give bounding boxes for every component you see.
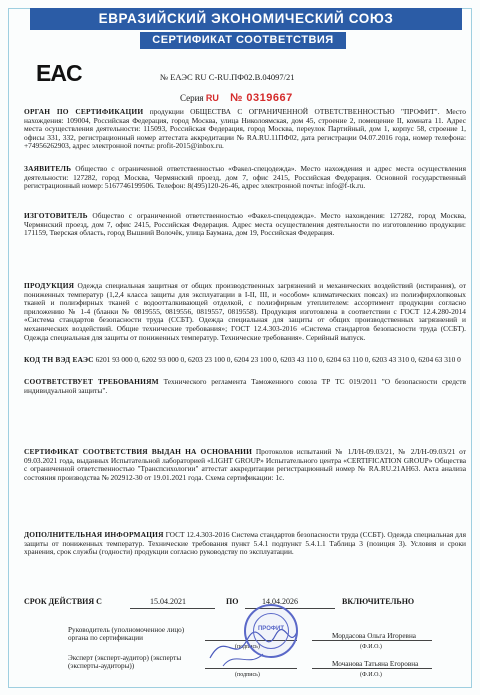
eac-mark: EAC: [36, 60, 82, 86]
organ-text: продукции ОБЩЕСТВА С ОГРАНИЧЕННОЙ ОТВЕТСТВЕННОСТЬЮ "ПРОФИТ". Место нахождения: 109004, Российская Федерация, город Москва, улица Николоямская, дом 45, строение 2, помещение II, комната 11. Адрес места осуществления деятельности: 115093, Российская Федерация, город Москва, переулок Партийный, дом 1, корпус 58, строение 1, офисы 331, 332, регистрационный номер аттестата аккредитации № RA.RU.11ПФ02, дата регистрации 04.07.2016 года, номер телефона: +74956262903, адрес электронной почты: profit-2015@inbox.ru.: [24, 107, 466, 151]
basis-text: Протоколов испытаний № 1Л/Н-09.03/21, № 2Л/Н-09.03/21 от 09.03.2021 года, выданных Испытательной лабораторией «LIGHT GROUP» Испытательного центра «CERTIFICATION GROUP» Общества с ограниченной ответственностью "Транспсихологии" аттестат аккредитации регистрационный номер № RA.RU.21АН63. Акта анализа состояния производства № 202912-30 от 19.01.2021 года. Схема сертификации: 1с.: [24, 447, 466, 482]
head-fio-caption: (Ф.И.О.): [360, 644, 382, 650]
head-name-line: [312, 640, 432, 641]
conformity-section: [24, 378, 466, 395]
tnved-text: 6201 93 000 0, 6202 93 000 0, 6203 23 100 0, 6204 23 100 0, 6203 43 110 0, 6204 63 110 0, 6203 43 310 0, 6204 63 310 0: [95, 355, 461, 364]
product-section: [24, 282, 466, 342]
basis-section: [24, 448, 466, 482]
tnved-heading: КОД ТН ВЭД ЕАЭС: [24, 355, 94, 364]
validity-label: СРОК ДЕЙСТВИЯ С: [24, 597, 102, 606]
product-text: Одежда специальная защитная от общих производственных загрязнений и механических воздействий (истирания), от пониженных температур (1,2,4 класса защиты для эксплуатации в I-II, III, и «особом» климатических поясах) из полиэфирхлопковых тканей и полиэфирных тканей с водоотталкивающей отделкой, с полиэфирным утеплителем: ассортимент продукции согласно приложению № 1-4 (бланки № 0819555, 0819556, 0819557, 0819558). Продукция изготовлена в соответствии с ГОСТ 12.4.280-2014 «Система стандартов безопасности труда (ССБТ). Одежда специальная для защиты от общих производственных загрязнений и механических воздействий. Общие технические требования»; ГОСТ 12.4.303-2016 «Система стандартов безопасности труда (ССБТ). Одежда специальная для защиты от пониженных температур. Технические требования». Серийный выпуск.: [24, 281, 466, 342]
expert-label: Эксперт (эксперт-аудитор) (эксперты (эксперты-аудиторы)): [68, 654, 182, 671]
expert-name-line: [312, 668, 432, 669]
organ-section: [24, 108, 466, 151]
expert-fio-caption: (Ф.И.О.): [360, 672, 382, 678]
expert-sign-caption: (подпись): [235, 672, 260, 678]
applicant-section: [24, 165, 466, 191]
extra-info-heading: ДОПОЛНИТЕЛЬНАЯ ИНФОРМАЦИЯ: [24, 530, 164, 539]
union-title-banner: ЕВРАЗИЙСКИЙ ЭКОНОМИЧЕСКИЙ СОЮЗ: [30, 8, 462, 30]
head-signatory-name: Мордасова Ольга Игоревна: [332, 632, 416, 640]
applicant-heading: ЗАЯВИТЕЛЬ: [24, 164, 72, 173]
organ-heading: ОРГАН ПО СЕРТИФИКАЦИИ: [24, 107, 144, 116]
product-heading: ПРОДУКЦИЯ: [24, 281, 75, 290]
manufacturer-section: [24, 212, 466, 238]
tnved-section: [24, 356, 466, 365]
manufacturer-text: Общество с ограниченной ответственностью «Факел-спецодежда». Место нахождения: 127282, город Москва, Чермянский проезд, дом 7, офис 2415, Российская Федерация. Адрес места осуществления деятельности по изготовлению продукции: 171159, Тверская область, город Вышний Волочёк, улица Баумана, дом 19, Российская Федерация.: [24, 211, 466, 238]
extra-info-section: [24, 531, 466, 557]
series-line: [180, 92, 293, 104]
validity-from: 15.04.2021: [150, 597, 186, 606]
conformity-heading: СООТВЕТСТВУЕТ ТРЕБОВАНИЯМ: [24, 377, 159, 386]
series-code: RU: [205, 93, 219, 103]
document-title: СЕРТИФИКАТ СООТВЕТСТВИЯ: [140, 32, 346, 49]
certificate-number: № ЕАЭС RU C-RU.ПФ02.В.04097/21: [160, 72, 295, 82]
basis-heading: СЕРТИФИКАТ СООТВЕТСТВИЯ ВЫДАН НА ОСНОВАНИИ: [24, 447, 253, 456]
manufacturer-heading: ИЗГОТОВИТЕЛЬ: [24, 211, 88, 220]
head-signatory-label: Руководитель (уполномоченное лицо) органа по сертификации: [68, 626, 185, 643]
stamp-text: ПРОФИТ: [257, 626, 284, 632]
validity-to-label: ПО: [226, 597, 239, 606]
conformity-text: Технического регламента Таможенного союза ТР ТС 019/2011 "О безопасности средств индивидуальной защиты".: [24, 377, 466, 395]
extra-info-text: ГОСТ 12.4.303-2016 Система стандартов безопасности труда (ССБТ). Одежда специальная для защиты от пониженных температур. Технические требования пункт 5.4.1 подпункт 5.4.1.1 Таблица 3 (позиция 3). Условия и сроки хранения, срок службы (годности) продукции согласно руководству по эксплуатации.: [24, 530, 466, 557]
validity-to: 14.04.2026: [262, 597, 298, 606]
series-label: Серия: [180, 93, 204, 103]
head-sign-caption: (подпись): [235, 644, 260, 650]
applicant-text: Общество с ограниченной ответственностью «Факел-спецодежда». Место нахождения и адрес места осуществления деятельности: 127282, город Москва, Чермянский проезд, дом 7, офис 2415, Российская Федерация. Основной государственный регистрационный номер: 5167746199506. Телефон: 8(495)120-26-46, адрес электронной почты: info@f-tk.ru.: [24, 164, 466, 191]
validity-suffix: ВКЛЮЧИТЕЛЬНО: [342, 597, 415, 606]
expert-name: Мочанова Татьяна Егоровна: [332, 660, 419, 668]
validity-from-line: [130, 608, 215, 609]
series-number: № 0319667: [230, 92, 293, 104]
certification-stamp: [244, 604, 298, 658]
